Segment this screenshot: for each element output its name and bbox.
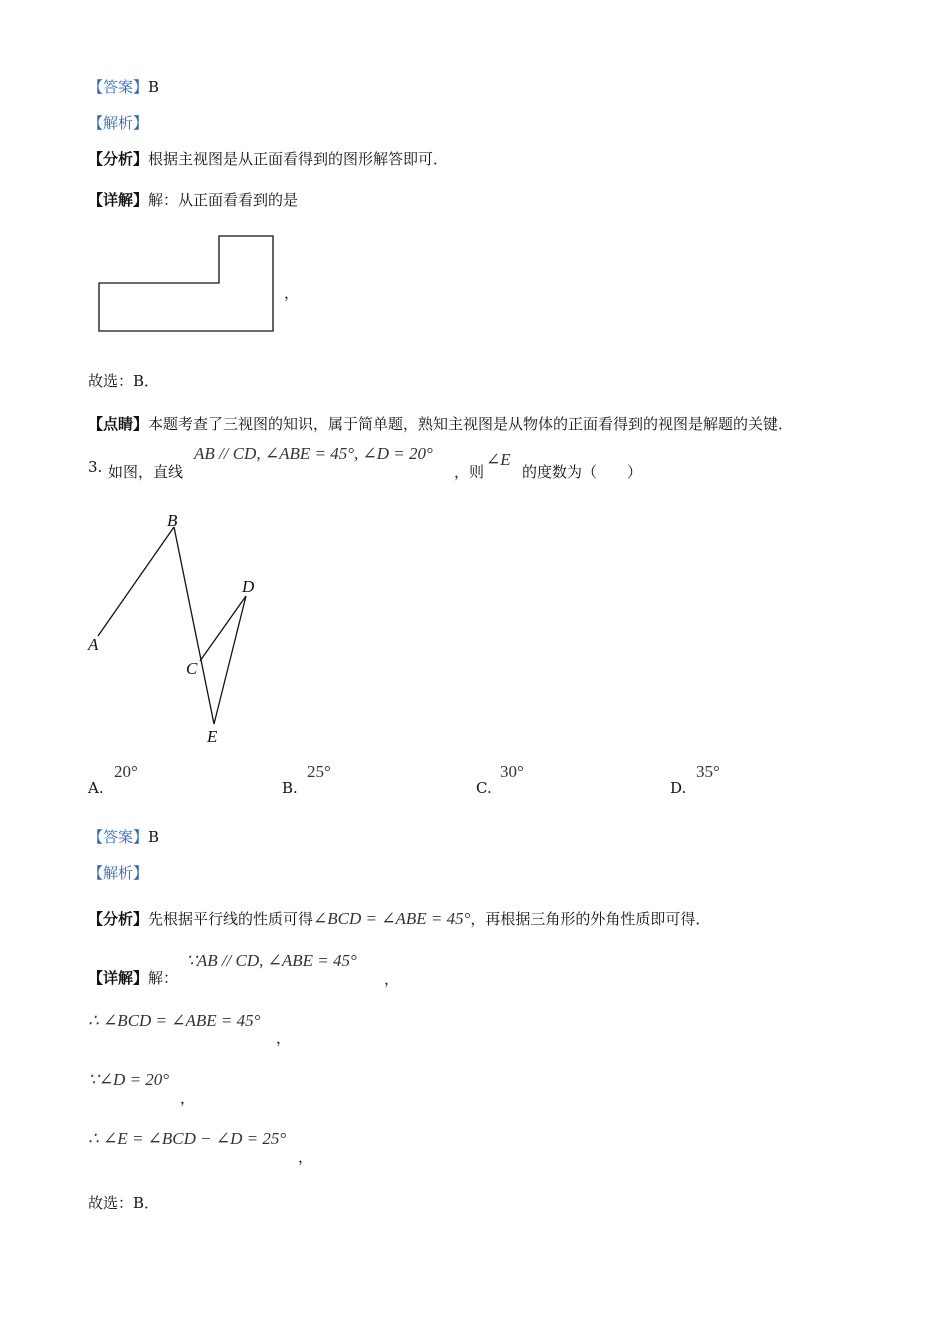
q3-stem-prefix: 如图，直线	[108, 463, 184, 481]
q3-geometry-figure	[84, 508, 274, 748]
q3-fenxi-line	[88, 908, 710, 929]
answer-tag: 【答案】	[88, 828, 149, 846]
step-2-comma: ，	[276, 1029, 292, 1047]
step-4: ∴ ∠E = ∠BCD − ∠D = 25°	[88, 1129, 287, 1148]
q2-xiangjie-line	[88, 189, 298, 210]
q2-fenxi-line	[88, 148, 448, 169]
q3-xiangjie-line	[88, 967, 178, 988]
fenxi-math: ∠BCD = ∠ABE = 45°	[313, 909, 471, 928]
q3-stem-condition: AB // CD, ∠ABE = 45°, ∠D = 20°	[194, 444, 433, 463]
step-1-comma: ，	[384, 970, 400, 988]
answer-value: B	[148, 828, 160, 846]
segment-ab	[98, 527, 174, 636]
segment-de	[214, 596, 246, 724]
label-c: C	[186, 659, 198, 678]
step-4-comma: ，	[298, 1148, 314, 1166]
q3-guxuan: 故选：B．	[88, 1194, 160, 1212]
option-d-letter: D.	[670, 779, 687, 797]
xiangjie-text: 解：从正面看看到的是	[148, 191, 299, 209]
xiangjie-prefix: 解：	[148, 969, 179, 987]
label-d: D	[242, 577, 255, 596]
xiangjie-tag: 【详解】	[88, 969, 149, 987]
fenxi-suffix: ，再根据三角形的外角性质即可得．	[470, 910, 711, 928]
q2-dianjing-line	[88, 413, 793, 434]
fenxi-prefix: 先根据平行线的性质可得	[148, 910, 314, 928]
front-view-figure	[96, 234, 278, 334]
option-b-letter: B.	[282, 779, 298, 797]
q2-answer-line	[88, 76, 159, 97]
fenxi-tag: 【分析】	[88, 910, 149, 928]
option-a-value: 20°	[114, 762, 138, 781]
answer-value: B	[148, 78, 160, 96]
fenxi-text: 根据主视图是从正面看得到的图形解答即可．	[148, 150, 449, 168]
q2-guxuan: 故选：B．	[88, 372, 160, 390]
q3-analysis-tag: 【解析】	[88, 864, 149, 882]
label-b: B	[167, 511, 178, 530]
segment-be	[174, 527, 214, 724]
figure-comma: ，	[284, 284, 300, 302]
q3-answer-line	[88, 826, 159, 847]
q3-stem-suffix: 的度数为（ ）	[522, 463, 643, 481]
q3-number: 3.	[88, 458, 103, 476]
q3-stem-target: ∠E	[486, 450, 511, 469]
xiangjie-tag: 【详解】	[88, 191, 149, 209]
q2-analysis-tag: 【解析】	[88, 114, 149, 132]
fenxi-tag: 【分析】	[88, 150, 149, 168]
segment-cd	[200, 596, 246, 661]
dianjing-tag: 【点睛】	[88, 415, 149, 433]
option-d-value: 35°	[696, 762, 720, 781]
answer-tag: 【答案】	[88, 78, 149, 96]
label-e: E	[207, 727, 218, 746]
option-b-value: 25°	[307, 762, 331, 781]
label-a: A	[88, 635, 99, 654]
option-c-value: 30°	[500, 762, 524, 781]
dianjing-text: 本题考查了三视图的知识，属于简单题，熟知主视图是从物体的正面看得到的视图是解题的关键．	[148, 415, 794, 433]
step-3-comma: ，	[180, 1089, 196, 1107]
q3-stem-middle: ，则	[454, 463, 485, 481]
step-3: ∵∠D = 20°	[88, 1070, 170, 1089]
option-a-letter: A.	[88, 779, 104, 797]
l-shape-outline	[99, 236, 273, 331]
step-1: ∵AB // CD, ∠ABE = 45°	[186, 951, 357, 970]
option-c-letter: C.	[476, 779, 492, 797]
step-2: ∴ ∠BCD = ∠ABE = 45°	[88, 1011, 261, 1030]
